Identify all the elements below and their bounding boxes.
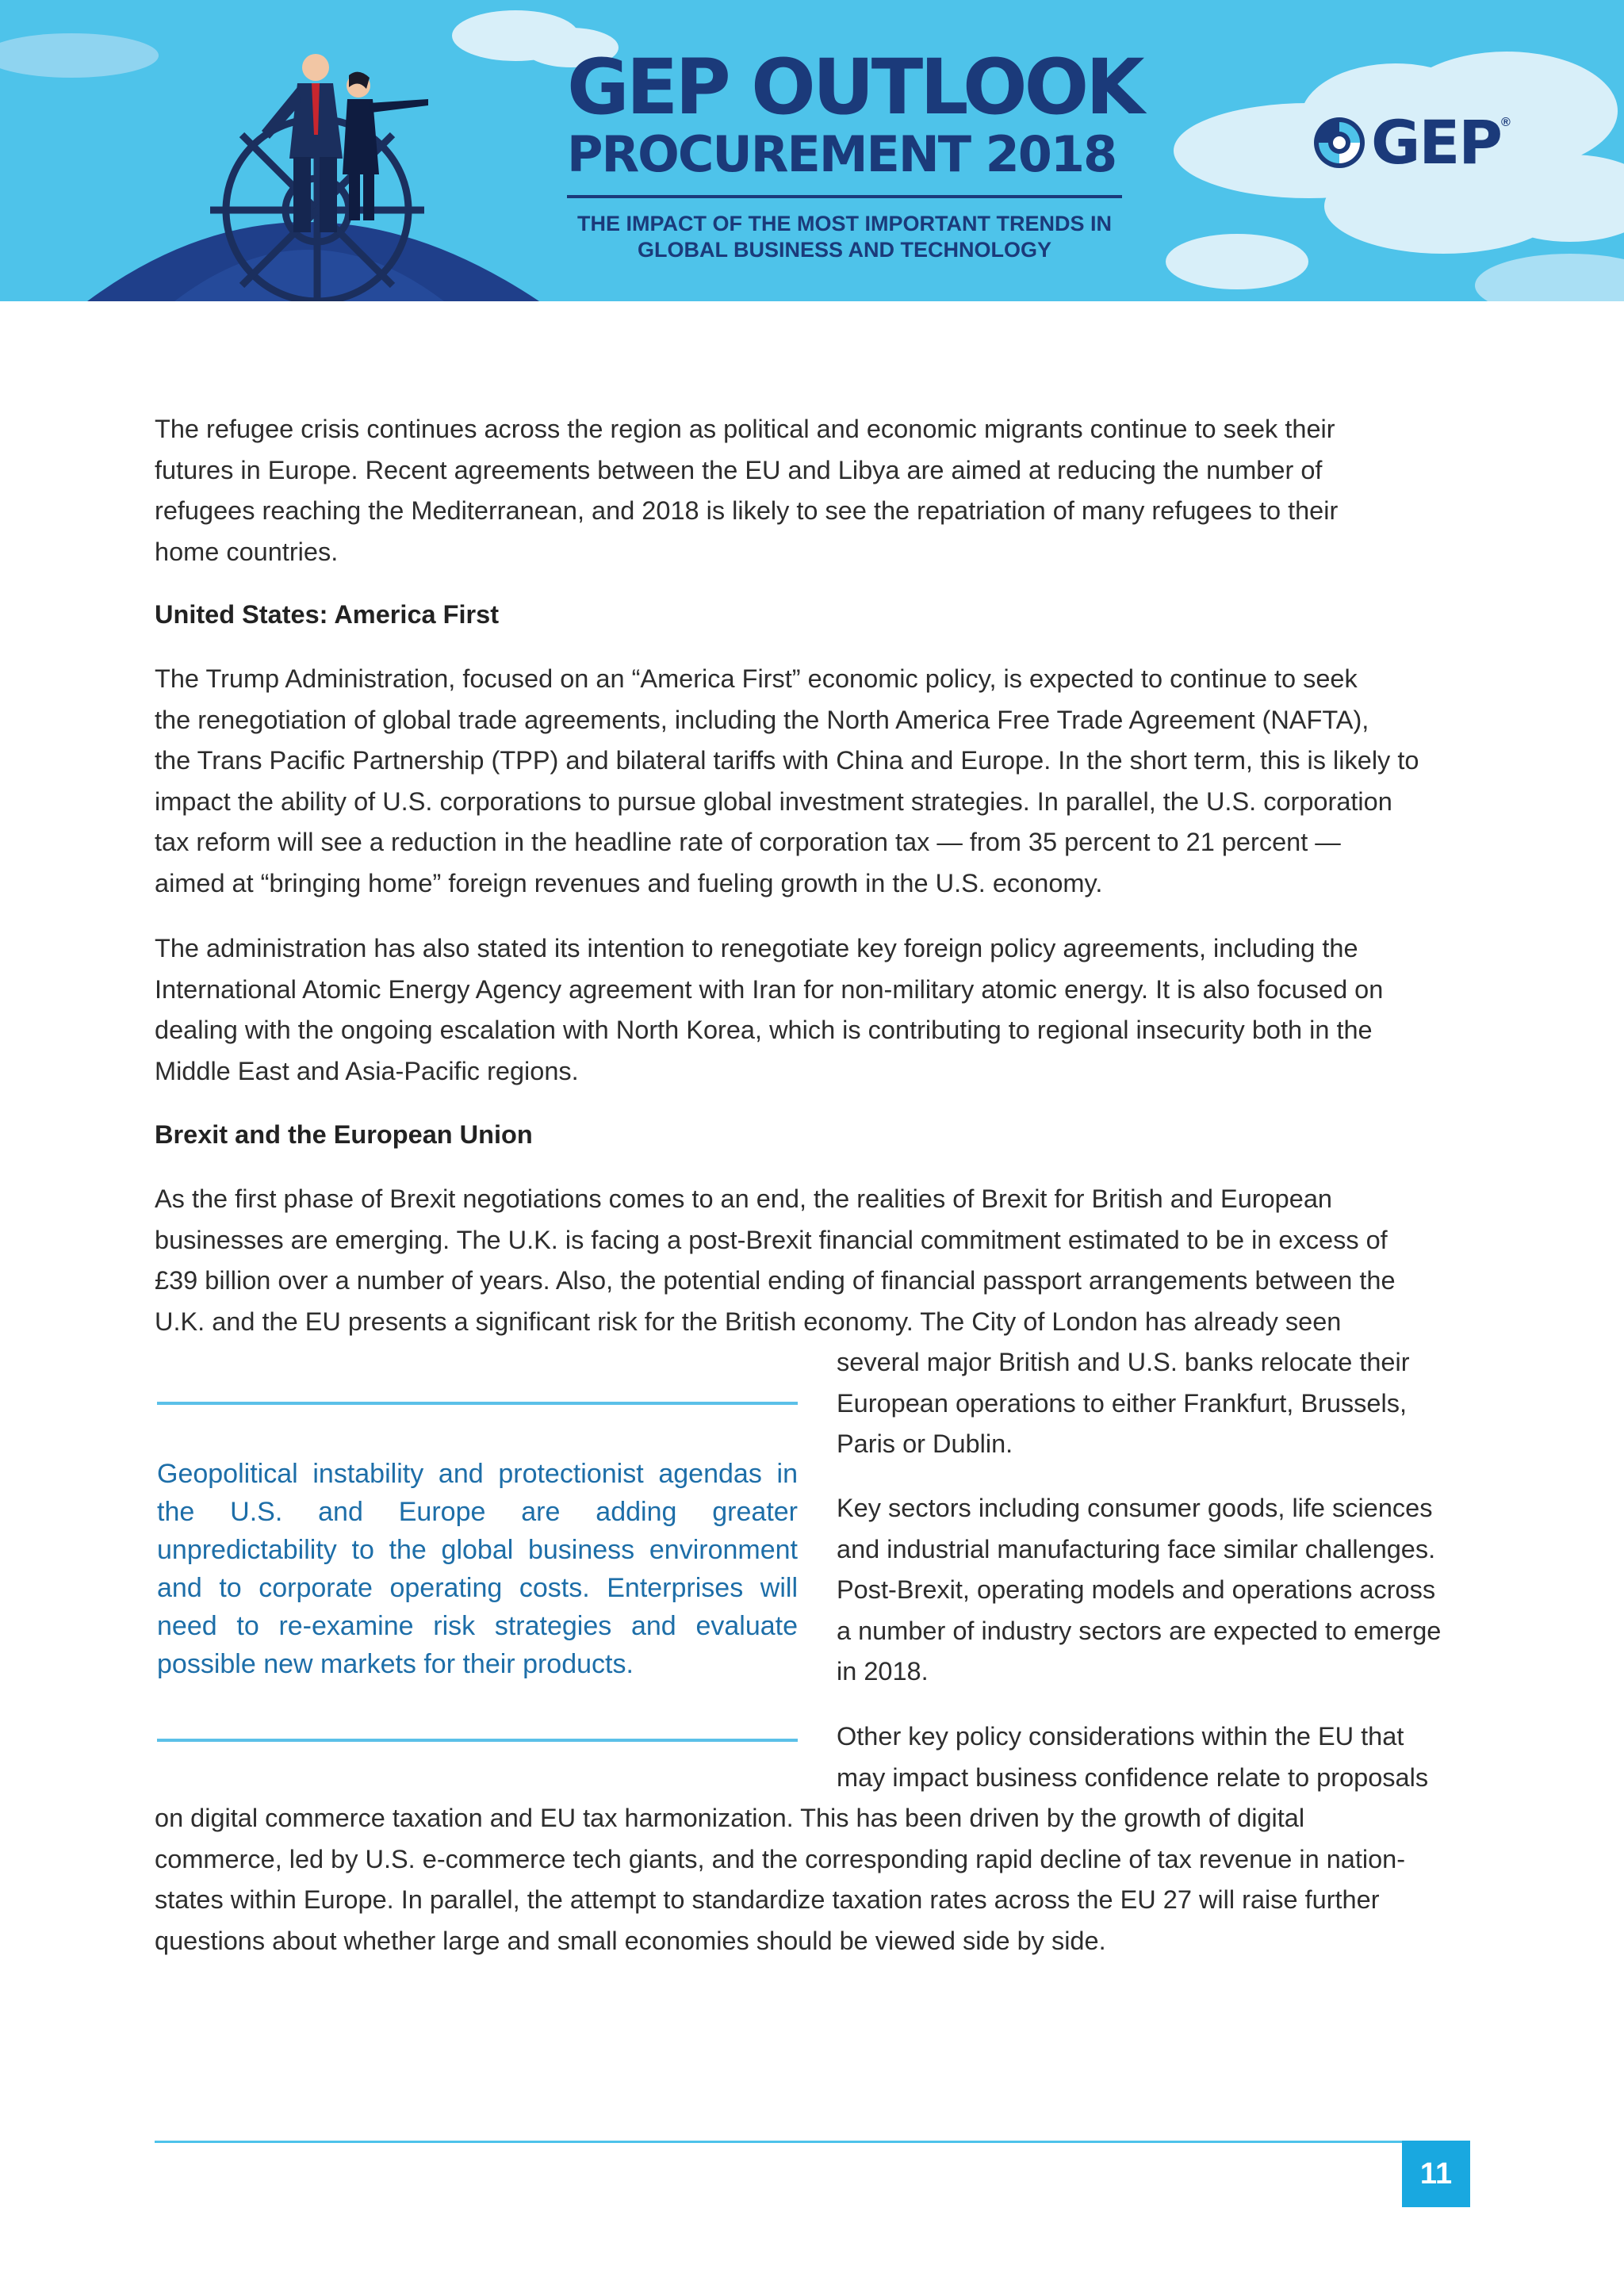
text-line: Middle East and Asia-Pacific regions.: [155, 1056, 579, 1085]
text-line: businesses are emerging. The U.K. is facing a post-Brexit financial commitment estimated to be in excess of: [155, 1225, 1388, 1254]
text-line: states within Europe. In parallel, the attempt to standardize taxation rates across the EU 27 will raise further: [155, 1885, 1380, 1915]
text-line: The Trump Administration, focused on an “America First” economic policy, is expected to continue to seek: [155, 664, 1358, 693]
text-line: several major British and U.S. banks relocate their: [837, 1348, 1410, 1376]
report-title: GEP OUTLOOK: [567, 43, 1142, 132]
text-line: impact the ability of U.S. corporations to pursue global investment strategies. In parallel, the U.S. corporation: [155, 786, 1392, 816]
sectors-paragraph: [837, 1488, 1471, 1693]
text-line: may impact business confidence relate to proposals: [837, 1762, 1429, 1792]
text-line: refugees reaching the Mediterranean, and 2018 is likely to see the repatriation of many refugees to their: [155, 496, 1339, 526]
text-line: £39 billion over a number of years. Also, the potential ending of financial passport arrangements between the: [155, 1266, 1396, 1295]
brexit-paragraph-1-continued: [837, 1342, 1471, 1465]
us-paragraph-1: [155, 659, 1471, 905]
intro-paragraph: [155, 409, 1471, 572]
text-line: questions about whether large and small economies should be viewed side by side.: [155, 1926, 1106, 1955]
footer-divider: [155, 2141, 1469, 2143]
title-divider: [567, 195, 1122, 198]
text-line: a number of industry sectors are expected to emerge: [837, 1616, 1442, 1645]
pull-quote-text: Geopolitical instability and protectionist agendas in the U.S. and Europe are adding greater unpredictability to the global business environment and to corporate operating costs. Enterprises will need to re-examine risk strategies and evaluate possible new markets for their products.: [157, 1459, 798, 1679]
report-tagline: [567, 211, 1122, 263]
gep-swirl-icon: [1312, 116, 1366, 170]
brexit-paragraph-1: [155, 1179, 1471, 1342]
text-line: tax reform will see a reduction in the headline rate of corporation tax — from 35 percent to 21 percent —: [155, 828, 1341, 857]
us-paragraph-2: [155, 928, 1471, 1092]
gep-logo: [1312, 107, 1511, 178]
text-line: European operations to either Frankfurt, Brussels,: [837, 1388, 1407, 1418]
text-line: As the first phase of Brexit negotiations comes to an end, the realities of Brexit for British and European: [155, 1184, 1332, 1213]
text-line: Paris or Dublin.: [837, 1429, 1013, 1459]
page-number-badge: 11: [1402, 2141, 1470, 2207]
text-line: International Atomic Energy Agency agreement with Iran for non-military atomic energy. It is also focused on: [155, 974, 1384, 1004]
text-line: futures in Europe. Recent agreements between the EU and Libya are aimed at reducing the number of: [155, 455, 1323, 484]
text-line: aimed at “bringing home” foreign revenues and fueling growth in the U.S. economy.: [155, 868, 1103, 897]
pull-quote-top-rule: [157, 1402, 798, 1405]
text-line: home countries.: [155, 537, 339, 566]
section-heading-brexit: Brexit and the European Union: [155, 1120, 533, 1149]
text-line: on digital commerce taxation and EU tax harmonization. This has been driven by the growth of digital: [155, 1804, 1305, 1832]
text-line: the Trans Pacific Partnership (TPP) and bilateral tariffs with China and Europe. In the short term, this is likely to: [155, 746, 1419, 775]
report-subtitle-year: PROCUREMENT 2018: [567, 125, 1116, 183]
text-line: U.K. and the EU presents a significant risk for the British economy. The City of London has already seen: [155, 1307, 1342, 1336]
text-line: commerce, led by U.S. e-commerce tech giants, and the corresponding rapid decline of tax revenue in nation-: [155, 1844, 1406, 1873]
text-line: The refugee crisis continues across the region as political and economic migrants continue to seek their: [155, 415, 1335, 443]
text-line: Key sectors including consumer goods, life sciences: [837, 1494, 1433, 1522]
text-line: The administration has also stated its intention to renegotiate key foreign policy agreements, including the: [155, 934, 1358, 962]
pull-quote-bottom-rule: [157, 1739, 798, 1742]
text-line: and industrial manufacturing face similar challenges.: [837, 1534, 1436, 1563]
logo-wordmark: GEP: [1371, 107, 1501, 178]
businessman-figure: [262, 54, 343, 232]
policy-paragraph-continued: [155, 1798, 1471, 1961]
tagline-line-2: GLOBAL BUSINESS AND TECHNOLOGY: [637, 238, 1052, 262]
registered-mark: ®: [1501, 116, 1511, 129]
text-line: Post-Brexit, operating models and operations across: [837, 1575, 1436, 1605]
text-line: Other key policy considerations within the EU that: [837, 1722, 1404, 1751]
header-banner: [0, 0, 1624, 301]
text-line: the renegotiation of global trade agreements, including the North America Free Trade Agreement (NAFTA),: [155, 705, 1369, 734]
policy-paragraph-start: [837, 1716, 1471, 1798]
section-heading-us: United States: America First: [155, 600, 500, 629]
report-title-block: [567, 43, 1142, 263]
text-line: in 2018.: [837, 1657, 929, 1686]
text-line: dealing with the ongoing escalation with North Korea, which is contributing to regional insecurity both in the: [155, 1016, 1373, 1045]
tagline-line-1: THE IMPACT OF THE MOST IMPORTANT TRENDS IN: [577, 212, 1112, 235]
pull-quote: [157, 1402, 798, 1743]
